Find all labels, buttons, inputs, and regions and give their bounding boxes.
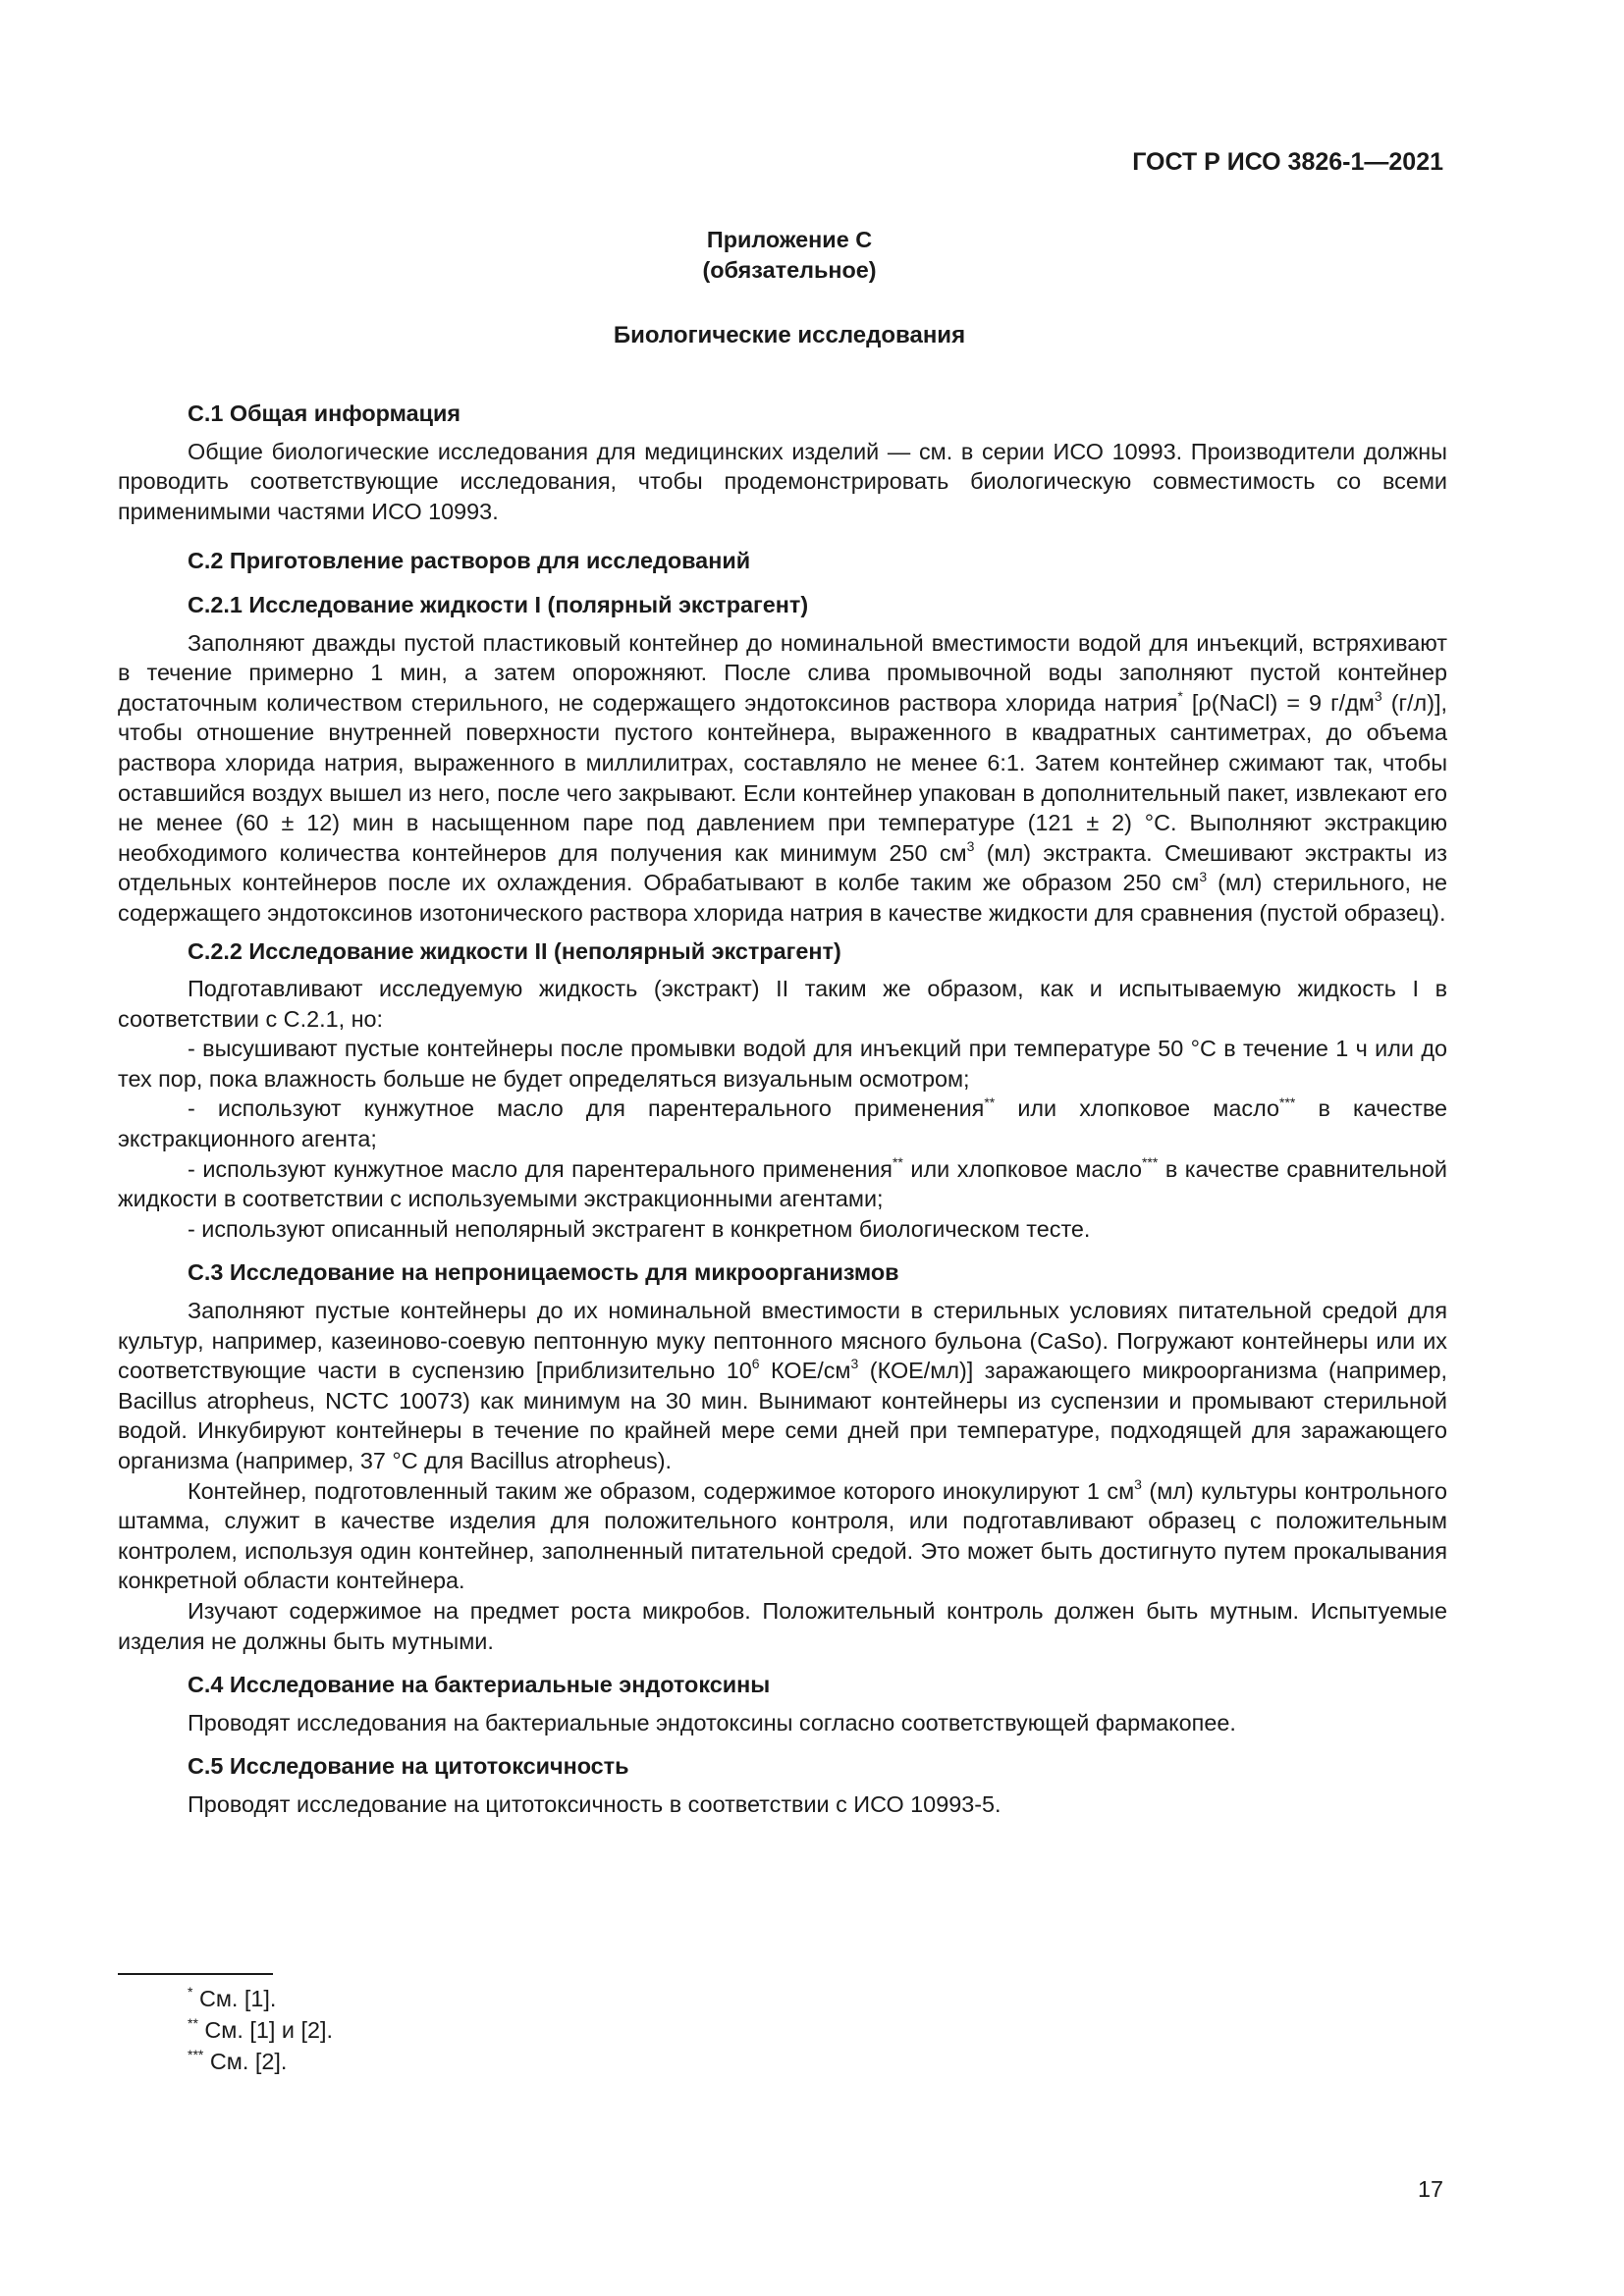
annex-label: Приложение С bbox=[706, 227, 873, 252]
section-heading-c22: С.2.2 Исследование жидкости II (неполярный экстрагент) bbox=[188, 937, 841, 964]
paragraph: Проводят исследования на бактериальные эндотоксины согласно соответствующей фармакопее. bbox=[188, 1709, 1236, 1735]
superscript: 3 bbox=[1374, 687, 1382, 704]
document-body bbox=[118, 399, 1447, 1820]
footnote-ref: * bbox=[1177, 687, 1183, 704]
paragraph bbox=[118, 1476, 1447, 1596]
paragraph bbox=[118, 1296, 1447, 1476]
paragraph: Проводят исследование на цитотоксичность в соответствии с ИСО 10993-5. bbox=[188, 1790, 1001, 1817]
text-run: - используют кунжутное масло для парентерального применения bbox=[188, 1155, 893, 1182]
footnote bbox=[188, 2046, 333, 2077]
footnote-mark: *** bbox=[188, 2047, 204, 2063]
text-run: или хлопковое масло bbox=[902, 1155, 1142, 1182]
footnote-text: См. [1] и [2]. bbox=[197, 2017, 333, 2043]
footnotes bbox=[188, 1983, 333, 2077]
list-item bbox=[118, 1094, 1447, 1153]
section-heading-c3: С.3 Исследование на непроницаемость для микроорганизмов bbox=[188, 1259, 899, 1286]
annex-status: (обязательное) bbox=[702, 257, 877, 283]
text-run: или хлопковое масло bbox=[995, 1095, 1279, 1122]
footnote-ref: ** bbox=[984, 1094, 996, 1110]
section-heading-c2: С.2 Приготовление растворов для исследований bbox=[188, 548, 751, 574]
footnote-ref: ** bbox=[892, 1153, 903, 1170]
text-run: (КОЕ/мл)] заражающего микроорганизма (например, Bacillus atropheus, NCTC 10073) как минимум на 30 мин. Вынимают контейнеры из суспензии и промывают стерильной водой. Инкубируют контейнеры в течение по крайней мере семи дней при температуре, подходящей для заражающего организма (например, 37 °C для Bacillus atropheus). bbox=[118, 1358, 1447, 1473]
superscript: 3 bbox=[966, 837, 975, 854]
list-item bbox=[118, 1154, 1447, 1214]
footnote bbox=[188, 1983, 333, 2014]
paragraph: Изучают содержимое на предмет роста микробов. Положительный контроль должен быть мутным. Испытуемые изделия не должны быть мутными. bbox=[118, 1597, 1447, 1654]
paragraph: Общие биологические исследования для медицинских изделий — см. в серии ИСО 10993. Производители должны проводить соответствующие исследования, чтобы продемонстрировать биологическую совместимость со всеми применимыми частями ИСО 10993. bbox=[118, 438, 1447, 524]
superscript: 6 bbox=[751, 1356, 760, 1372]
section-heading-c1: С.1 Общая информация bbox=[188, 400, 461, 426]
text-run: Контейнер, подготовленный таким же образом, содержимое которого инокулируют 1 см bbox=[188, 1477, 1135, 1504]
section-heading-c5: С.5 Исследование на цитотоксичность bbox=[188, 1753, 629, 1780]
text-run: в качестве экстракционного агента; bbox=[118, 1095, 1447, 1152]
page-number: 17 bbox=[1417, 2176, 1443, 2202]
footnote-text: См. [2]. bbox=[203, 2049, 288, 2074]
footnote-mark: * bbox=[188, 1984, 193, 2001]
footnote-separator bbox=[118, 1973, 273, 1975]
footnote bbox=[188, 2014, 333, 2046]
text-run: (мл) экстракта. Смешивают экстракты из отдельных контейнеров после их охлаждения. Обрабатывают в колбе таким же образом 250 см bbox=[118, 839, 1447, 896]
paragraph: Подготавливают исследуемую жидкость (экстракт) II таким же образом, как и испытываемую жидкость I в соответствии с С.2.1, но: bbox=[118, 976, 1447, 1032]
paragraph bbox=[118, 628, 1447, 929]
text-run: (мл) культуры контрольного штамма, служит в качестве изделия для положительного контроля, или подготавливают образец с положительным контролем, используя один контейнер, заполненный питательной средой. Это может быть достигнуто путем прокалывания конкретной области контейнера. bbox=[118, 1477, 1447, 1594]
footnote-ref: *** bbox=[1279, 1094, 1296, 1110]
superscript: 3 bbox=[1134, 1475, 1142, 1492]
section-heading-c4: С.4 Исследование на бактериальные эндотоксины bbox=[188, 1672, 771, 1698]
annex-title: Биологические исследования bbox=[613, 322, 966, 348]
footnote-mark: ** bbox=[188, 2015, 198, 2032]
text-run: (г/л)], чтобы отношение внутренней поверхности пустого контейнера, выраженного в квадратных сантиметрах, до объема раствора хлорида натрия, выраженного в миллилитрах, составляло не менее 6:1. Затем контейнер сжимают так, чтобы оставшийся воздух вышел из него, после чего закрывают. Если контейнер упакован в дополнительный пакет, извлекают его не менее (60 ± 12) мин в насыщенном паре под давлением при температуре (121 ± 2) °C. Выполняют экстракцию необходимого количества контейнеров для получения как минимум 250 см bbox=[118, 689, 1447, 866]
superscript: 3 bbox=[850, 1356, 859, 1372]
footnote-text: См. [1]. bbox=[192, 1986, 277, 2011]
text-run: (мл) стерильного, не содержащего эндотоксинов изотонического раствора хлорида натрия в качестве жидкости для сравнения (пустой образец). bbox=[118, 870, 1447, 926]
footnote-ref: *** bbox=[1141, 1153, 1159, 1170]
text-run: КОЕ/см bbox=[759, 1358, 851, 1384]
list-item: - высушивают пустые контейнеры после промывки водой для инъекций при температуре 50 °C в течение 1 ч или до тех пор, пока влажность больше не будет определяться визуальным осмотром; bbox=[118, 1036, 1447, 1092]
annex-heading bbox=[0, 225, 1579, 286]
standard-designation: ГОСТ Р ИСО 3826-1—2021 bbox=[1132, 148, 1443, 176]
section-heading-c21: С.2.1 Исследование жидкости I (полярный экстрагент) bbox=[188, 591, 809, 617]
text-run: Заполняют пустые контейнеры до их номинальной вместимости в стерильных условиях питательной средой для культур, например, казеиново-соевую пептонную муку пептонного мясного бульона (CaSo). Погружают контейнеры или их соответствующие части в суспензию [приблизительно 10 bbox=[118, 1298, 1447, 1384]
text-run: в качестве сравнительной жидкости в соответствии с используемыми экстракционными агентами; bbox=[118, 1155, 1447, 1212]
superscript: 3 bbox=[1199, 868, 1208, 884]
text-run: - используют кунжутное масло для парентерального применения bbox=[188, 1095, 985, 1122]
text-run: [ρ(NaCl) = 9 г/дм bbox=[1182, 689, 1375, 716]
text-run: Заполняют дважды пустой пластиковый контейнер до номинальной вместимости водой для инъекций, встряхивают в течение примерно 1 мин, а затем опорожняют. После слива промывочной воды заполняют пустой контейнер достаточным количеством стерильного, не содержащего эндотоксинов раствора хлорида натрия bbox=[118, 629, 1447, 716]
list-item: - используют описанный неполярный экстрагент в конкретном биологическом тесте. bbox=[188, 1215, 1091, 1242]
